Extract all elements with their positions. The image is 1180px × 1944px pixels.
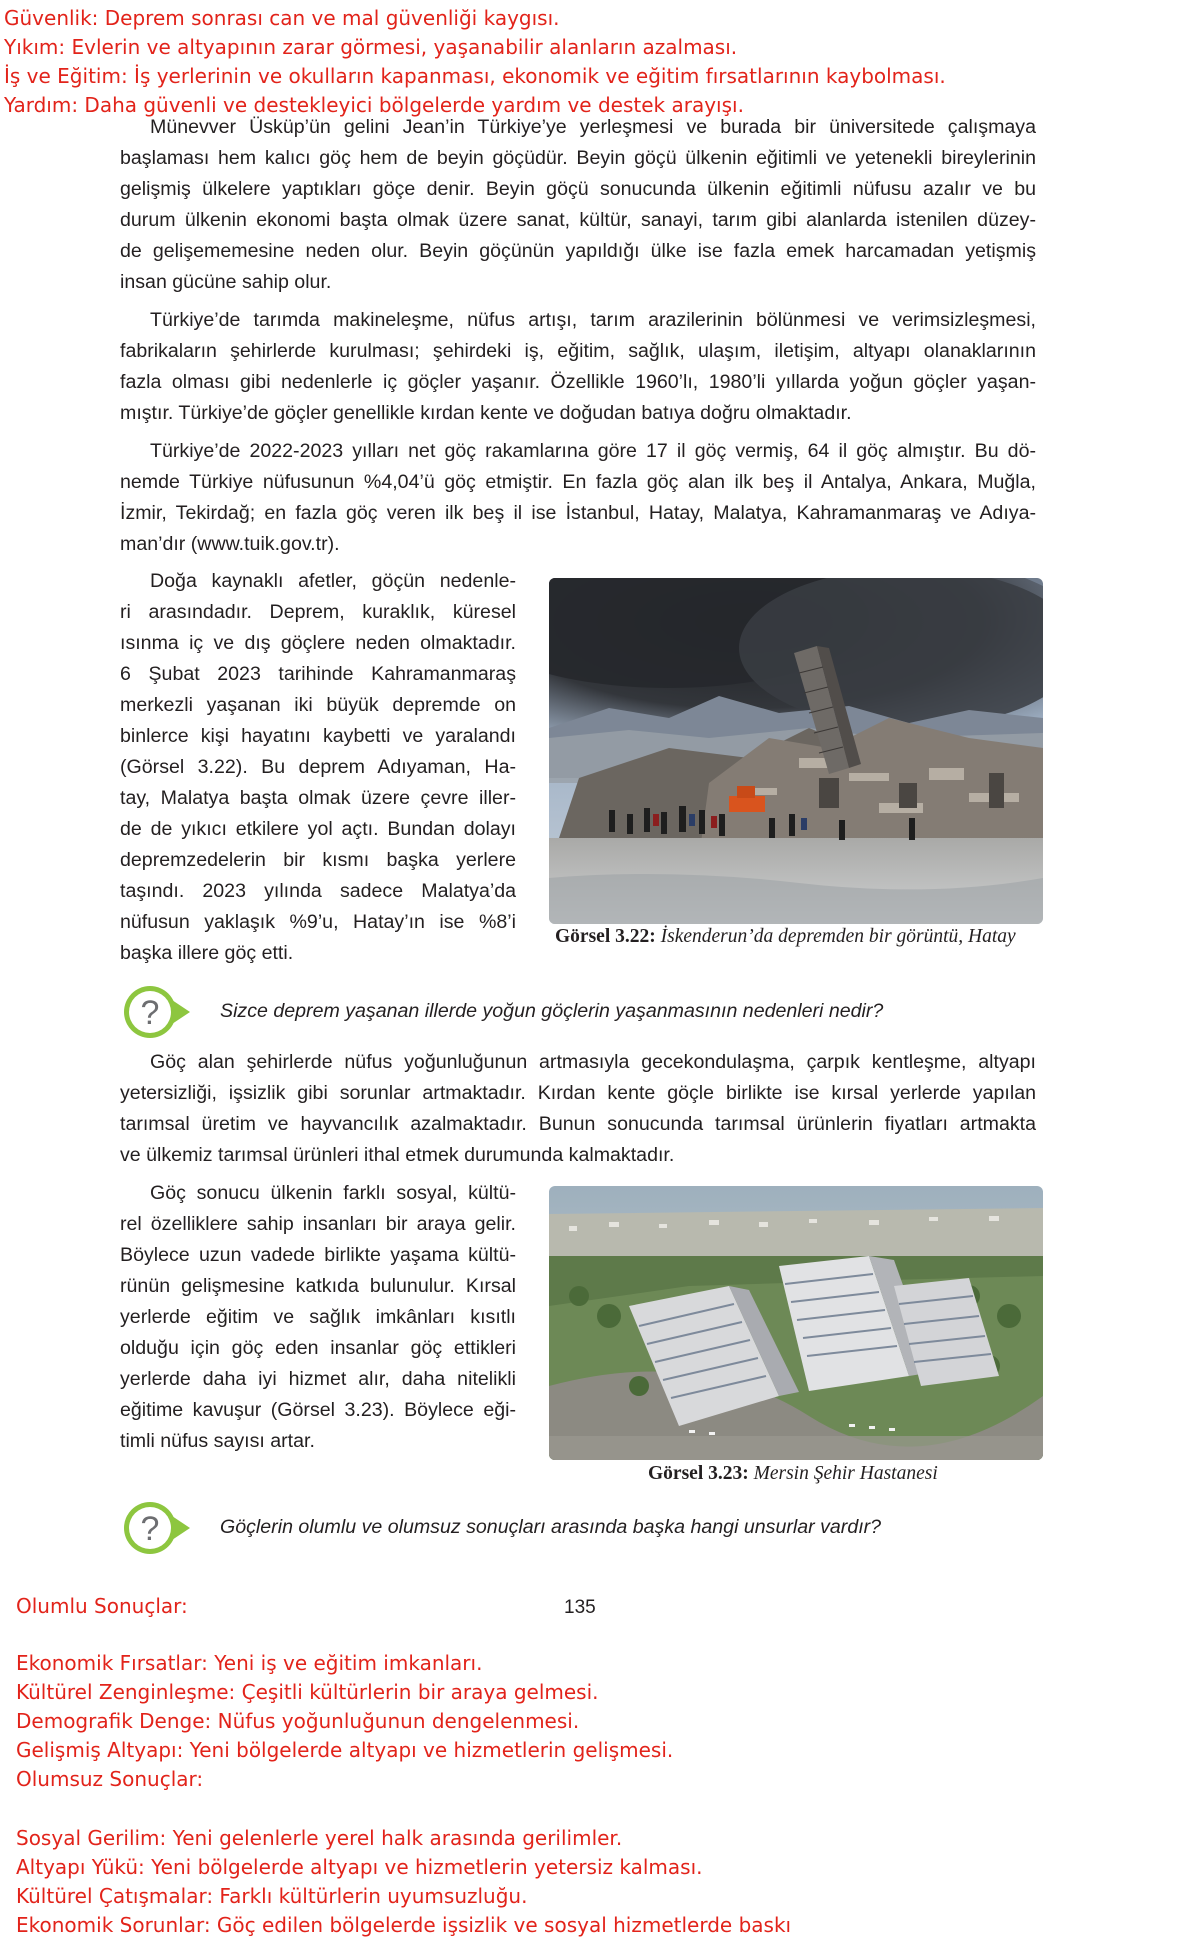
text-line: ısınma iç ve dış göçlere neden olmaktadır. [120,632,516,654]
paragraph-migration-stats [120,436,1036,560]
text-line: Türkiye’de tarımda makineleşme, nüfus artışı, tarım arazilerinin bölünmesi ve verimsizleşmesi, [150,309,1036,331]
annotation-line: Ekonomik Fırsatlar: Yeni iş ve eğitim imkanları. [16,1651,483,1675]
text-line: binlerce kişi hayatını kaybetti ve yaralandı [120,725,516,747]
svg-text:?: ? [140,1510,160,1548]
annotation-line: Sosyal Gerilim: Yeni gelenlerle yerel halk arasında gerilimler. [16,1826,623,1850]
paragraph-internal-migration [120,305,1036,429]
text-line: (Görsel 3.22). Bu deprem Adıyaman, Ha- [120,756,516,778]
question-text: Sizce deprem yaşanan illerde yoğun göçlerin yaşanmasının nedenleri nedir? [220,1000,884,1022]
caption-label: Görsel 3.23: [648,1463,749,1484]
paragraph-natural-disasters [120,566,516,969]
annotation-heading: Olumlu Sonuçlar: [16,1594,188,1618]
annotation-line: İş ve Eğitim: İş yerlerinin ve okulların kapanması, ekonomik ve eğitim fırsatlarının kaybolması. [4,64,946,88]
hospital-photo-illustration [549,1186,1043,1460]
annotation-line: Kültürel Zenginleşme: Çeşitli kültürlerin bir araya gelmesi. [16,1680,599,1704]
page-number: 135 [564,1597,596,1618]
text-line: fabrikaların şehirlerde kurulması; şehirdeki iş, eğitim, sağlık, ulaşım, iletişim, altyapı olanaklarının [120,340,1036,362]
text-line: eğitime kavuşur (Görsel 3.23). Böylece eği- [120,1399,516,1421]
text-line: taşındı. 2023 yılında sadece Malatya’da [120,880,516,902]
paragraph-urban-problems [120,1047,1036,1171]
text-line: timli nüfus sayısı artar. [120,1430,315,1452]
text-line: nemde Türkiye nüfusunun %4,04’ü göç etmiştir. En fazla göç alan ilk beş il Antalya, Ankara, Muğla, [120,471,1036,493]
text-line: yerlerde daha iyi hizmet alır, daha nitelikli [120,1368,516,1390]
text-line: rünün gelişmesine katkıda bulunulur. Kırsal [120,1275,516,1297]
paragraph-brain-drain [120,112,1036,298]
annotation-line: Gelişmiş Altyapı: Yeni bölgelerde altyapı ve hizmetlerin gelişmesi. [16,1738,674,1762]
text-line: olduğu için göç eden insanlar göç ettikleri [120,1337,516,1359]
annotation-line: Güvenlik: Deprem sonrası can ve mal güvenliği kaygısı. [4,6,560,30]
text-line: başka illere göç etti. [120,942,294,964]
svg-text:?: ? [140,994,160,1032]
caption-label: Görsel 3.22: [555,926,656,947]
question-icon [120,1498,192,1563]
annotation-line: Altyapı Yükü: Yeni bölgelerde altyapı ve hizmetlerin yetersiz kalması. [16,1855,703,1879]
text-line: nüfusun yaklaşık %9’u, Hatay’ın ise %8’i [120,911,516,933]
text-line: depremzedelerin bir kısmı başka yerlere [120,849,516,871]
annotation-heading: Olumsuz Sonuçlar: [16,1767,204,1791]
annotation-line: Ekonomik Sorunlar: Göç edilen bölgelerde işsizlik ve sosyal hizmetlerde baskı [16,1913,792,1937]
top-annotations [4,4,946,120]
annotation-line: Demografik Denge: Nüfus yoğunluğunun dengelenmesi. [16,1709,580,1733]
text-line: 6 Şubat 2023 tarihinde Kahramanmaraş [120,663,516,685]
annotation-line: Yıkım: Evlerin ve altyapının zarar görmesi, yaşanabilir alanların azalması. [4,35,738,59]
earthquake-photo [549,578,1043,924]
text-line: yerlerde eğitim ve sağlık imkânları kısıtlı [120,1306,516,1328]
text-line: rel özelliklere sahip insanları bir araya gelir. [120,1213,516,1235]
question-icon [120,982,192,1047]
text-line: tay, Malatya başta olmak üzere çevre iller- [120,787,516,809]
hospital-photo [549,1186,1043,1460]
text-line: ve ülkemiz tarımsal ürünleri ithal etmek durumunda kalmaktadır. [120,1144,675,1166]
text-line: Böylece uzun vadede birlikte yaşama kültü- [120,1244,516,1266]
text-line: İzmir, Tekirdağ; en fazla göç veren ilk beş il ise İstanbul, Hatay, Malatya, Kahramanmaraş ve Adıya- [120,502,1036,524]
text-line: de de yıkıcı etkilere yol açtı. Bundan dolayı [120,818,516,840]
text-line: tarımsal üretim ve hayvancılık azalmaktadır. Bunun sonucunda tarımsal ürünlerin fiyatları artmakta [120,1113,1036,1135]
paragraph-positive-effects [120,1178,516,1457]
text-line: başlaması hem kalıcı göç hem de beyin göçüdür. Beyin göçü ülkenin eğitimli ve yetenekli bireylerinin [120,147,1036,169]
text-line: Türkiye’de 2022-2023 yılları net göç rakamlarına göre 17 il göç vermiş, 64 il göç almıştır. Bu dö- [150,440,1036,462]
figure-caption-3-22 [555,926,1016,948]
figure-caption-3-23 [648,1463,938,1485]
text-line: merkezli yaşanan iki büyük depremde on [120,694,516,716]
text-line: Göç sonucu ülkenin farklı sosyal, kültü- [150,1182,516,1204]
text-line: insan gücüne sahip olur. [120,271,332,293]
text-line: gelişmiş ülkelere yaptıkları göçe denir. Beyin göçü sonucunda ülkenin eğitimli nüfusu azalır ve bu [120,178,1036,200]
text-line: durum ülkenin ekonomi başta olmak üzere sanat, kültür, sanayi, tarım gibi alanlarda istenilen düzey- [120,209,1036,231]
text-line: de gelişememesine neden olur. Beyin göçünün yapıldığı ülke ise fazla emek harcamadan yetişmiş [120,240,1036,262]
caption-text: Mersin Şehir Hastanesi [753,1463,938,1484]
caption-text: İskenderun’da depremden bir görüntü, Hatay [660,926,1016,947]
annotation-line: Kültürel Çatışmalar: Farklı kültürlerin uyumsuzluğu. [16,1884,528,1908]
text-line: mıştır. Türkiye’de göçler genellikle kırdan kente ve doğudan batıya doğru olmaktadır. [120,402,852,424]
earthquake-photo-illustration [549,578,1043,924]
text-line: fazla olması gibi nedenlerle iç göçler yaşanır. Özellikle 1960’lı, 1980’li yıllarda yoğun göçler yaşan- [120,371,1036,393]
text-line: Göç alan şehirlerde nüfus yoğunluğunun artmasıyla gecekondulaşma, çarpık kentleşme, altyapı [150,1051,1036,1073]
text-line: Münevver Üsküp’ün gelini Jean’in Türkiye’ye yerleşmesi ve burada bir üniversitede çalışmaya [150,116,1036,138]
text-line: man’dır (www.tuik.gov.tr). [120,533,340,555]
text-line: yetersizliği, işsizlik gibi sorunlar artmaktadır. Kırdan kente göçle birlikte ise kırsal yerlerde yapılan [120,1082,1036,1104]
text-line: ri arasındadır. Deprem, kuraklık, küresel [120,601,516,623]
annotation-line: Yardım: Daha güvenli ve destekleyici bölgelerde yardım ve destek arayışı. [4,93,744,117]
question-text: Göçlerin olumlu ve olumsuz sonuçları arasında başka hangi unsurlar vardır? [220,1516,882,1538]
text-line: Doğa kaynaklı afetler, göçün nedenle- [150,570,516,592]
